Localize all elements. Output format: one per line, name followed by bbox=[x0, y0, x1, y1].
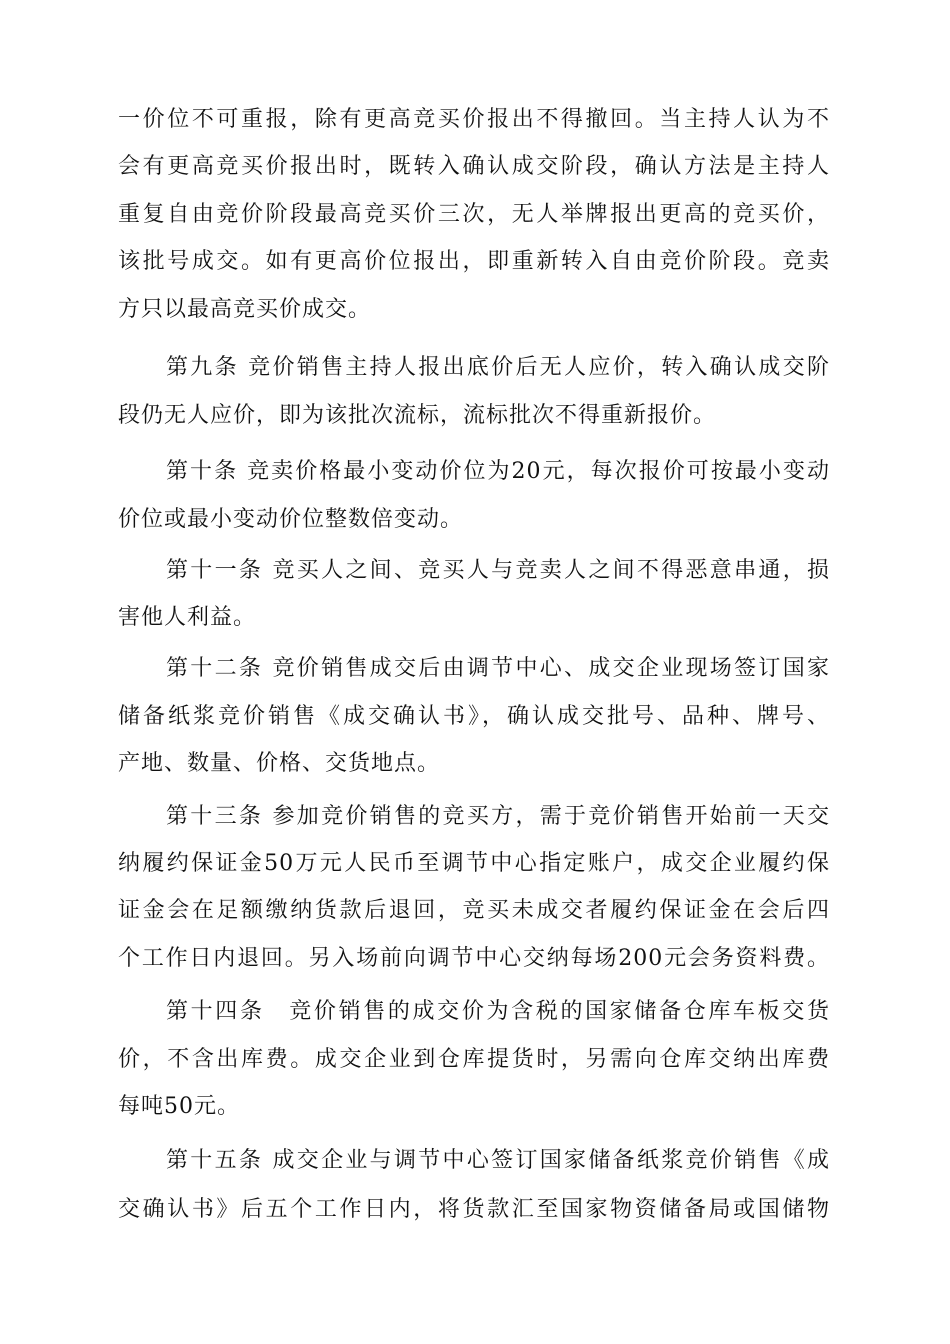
article-9-line: 第九条 竞价销售主持人报出底价后无人应价，转入确认成交阶 bbox=[166, 355, 830, 380]
text-line: 储备纸浆竞价销售《成交确认书》，确认成交批号、品种、牌号、 bbox=[118, 704, 830, 729]
text-line: 产地、数量、价格、交货地点。 bbox=[118, 751, 441, 776]
text-line: 重复自由竞价阶段最高竞买价三次，无人举牌报出更高的竞买价， bbox=[118, 202, 830, 227]
text-line: 每吨50元。 bbox=[118, 1094, 240, 1119]
article-13-line: 第十三条 参加竞价销售的竞买方，需于竞价销售开始前一天交 bbox=[166, 804, 830, 829]
article-11-line: 第十一条 竞买人之间、竞买人与竞卖人之间不得恶意串通，损 bbox=[166, 558, 830, 583]
text-line: 段仍无人应价，即为该批次流标，流标批次不得重新报价。 bbox=[118, 403, 717, 428]
text-line: 价，不含出库费。成交企业到仓库提货时，另需向仓库交纳出库费 bbox=[118, 1047, 830, 1072]
text-line: 一价位不可重报，除有更高竞买价报出不得撤回。当主持人认为不 bbox=[118, 107, 830, 132]
article-14-line: 第十四条 竞价销售的成交价为含税的国家储备仓库车板交货 bbox=[166, 999, 830, 1024]
text-line: 该批号成交。如有更高价位报出，即重新转入自由竞价阶段。竞卖 bbox=[118, 249, 830, 274]
text-line: 价位或最小变动价位整数倍变动。 bbox=[118, 507, 464, 532]
article-12-line: 第十二条 竞价销售成交后由调节中心、成交企业现场签订国家 bbox=[166, 656, 830, 681]
article-10-line: 第十条 竞卖价格最小变动价位为20元，每次报价可按最小变动 bbox=[166, 459, 830, 484]
text-line: 纳履约保证金50万元人民币至调节中心指定账户，成交企业履约保 bbox=[118, 851, 830, 876]
text-line: 证金会在足额缴纳货款后退回，竞买未成交者履约保证金在会后四 bbox=[118, 898, 830, 923]
text-line: 害他人利益。 bbox=[118, 605, 257, 630]
text-line: 交确认书》后五个工作日内，将货款汇至国家物资储备局或国储物 bbox=[118, 1197, 830, 1222]
article-15-line: 第十五条 成交企业与调节中心签订国家储备纸浆竞价销售《成 bbox=[166, 1148, 830, 1173]
text-line: 方只以最高竞买价成交。 bbox=[118, 297, 372, 322]
text-line: 会有更高竞买价报出时，既转入确认成交阶段，确认方法是主持人 bbox=[118, 154, 830, 179]
text-line: 个工作日内退回。另入场前向调节中心交纳每场200元会务资料费。 bbox=[118, 946, 830, 971]
